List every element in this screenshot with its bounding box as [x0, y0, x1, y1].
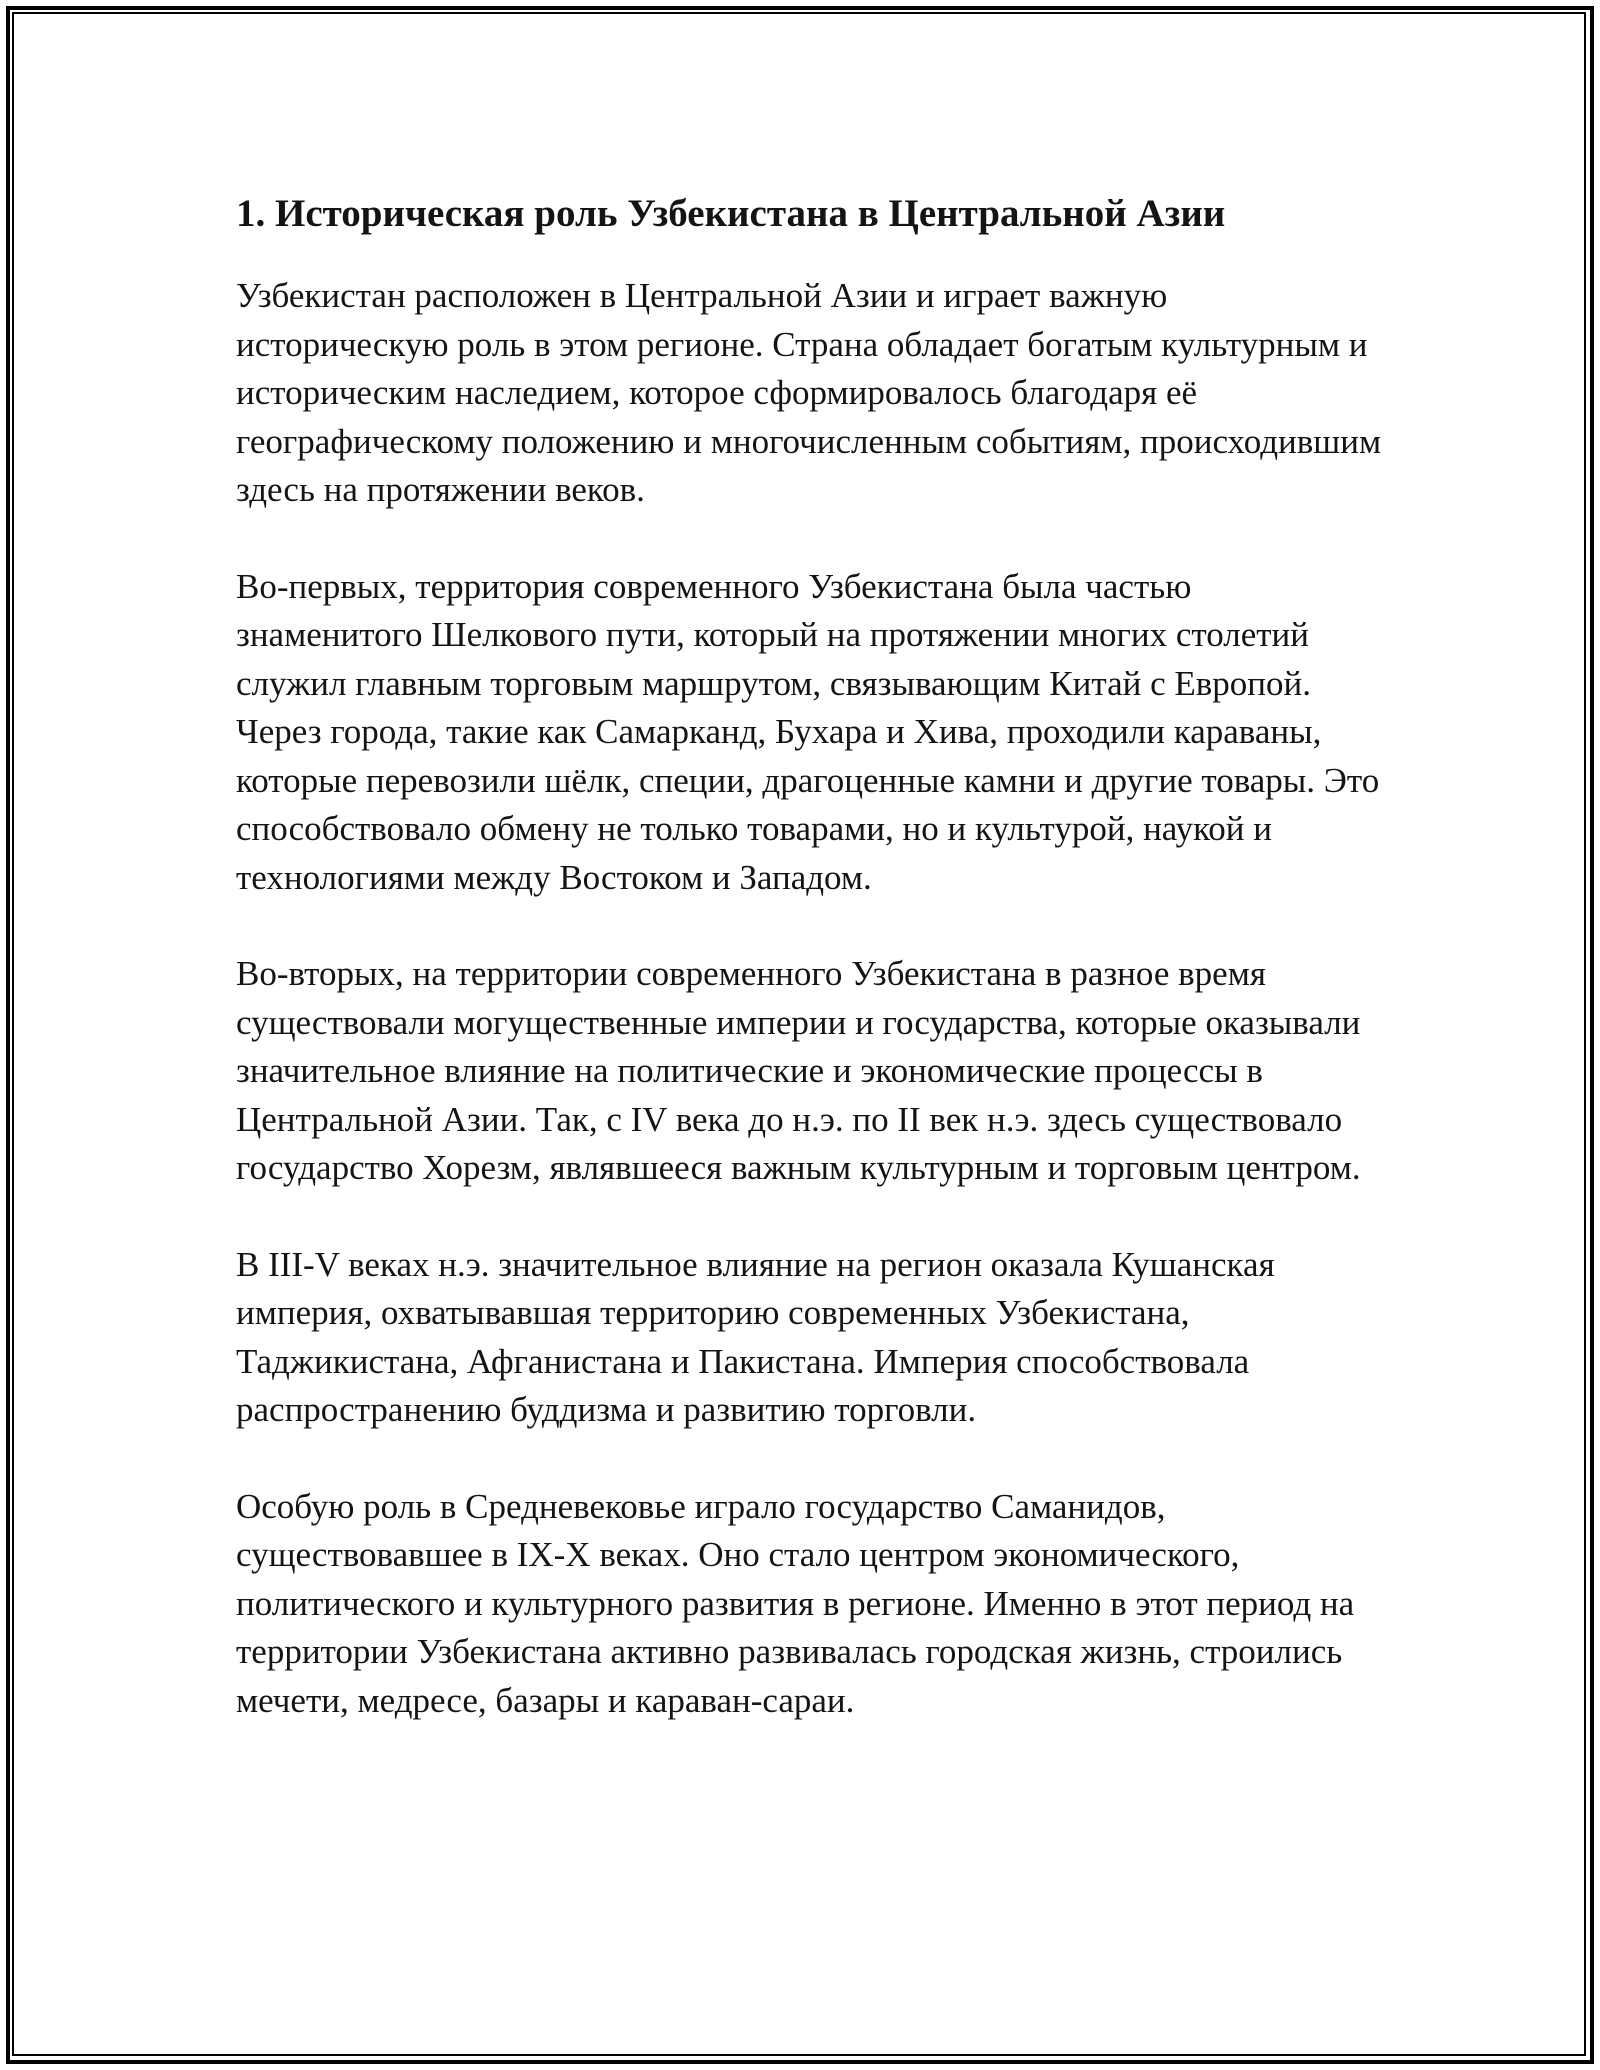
paragraph-silk-road: Во-первых, территория современного Узбекистана была частью знаменитого Шелкового пути, который на протяжении многих столетий служил главным торговым маршрутом, связывающим Китай с Европой. Через города, такие как Самарканд, Бухара и Хива, проходили караваны, которые перевозили шёлк, специи, драгоценные камни и другие товары. Это способствовало обмену не только товарами, но и культурой, наукой и технологиями между Востоком и Западом.	[236, 566, 1380, 897]
paragraph-kushan-empire: В III-V веках н.э. значительное влияние на регион оказала Кушанская империя, охватывавшая территорию современных Узбекистана, Таджикистана, Афганистана и Пакистана. Империя способствовала распространению буддизма и развитию торговли.	[236, 1244, 1275, 1429]
section-heading: 1. Историческая роль Узбекистана в Центральной Азии	[236, 192, 1226, 235]
paragraph-empires-khorezm: Во-вторых, на территории современного Узбекистана в разное время существовали могущественные империи и государства, которые оказывали значительное влияние на политические и экономические процессы в Центральной Азии. Так, с IV века до н.э. по II век н.э. здесь существовало государство Хорезм, являвшееся важным культурным и торговым центром.	[236, 954, 1361, 1187]
paragraph-intro: Узбекистан расположен в Центральной Азии и играет важную историческую роль в этом регионе. Страна обладает богатым культурным и историческим наследием, которое сформировалось благодаря её географическому положению и многочисленным событиям, происходившим здесь на протяжении веков.	[236, 276, 1382, 509]
document-body	[236, 184, 1386, 1773]
paragraph-samanids: Особую роль в Средневековье играло государство Саманидов, существовавшее в IX-X веках. Оно стало центром экономического, политического и культурного развития в регионе. Именно в этот период на территории Узбекистана активно развивалась городская жизнь, строились мечети, медресе, базары и караван-сараи.	[236, 1486, 1355, 1720]
